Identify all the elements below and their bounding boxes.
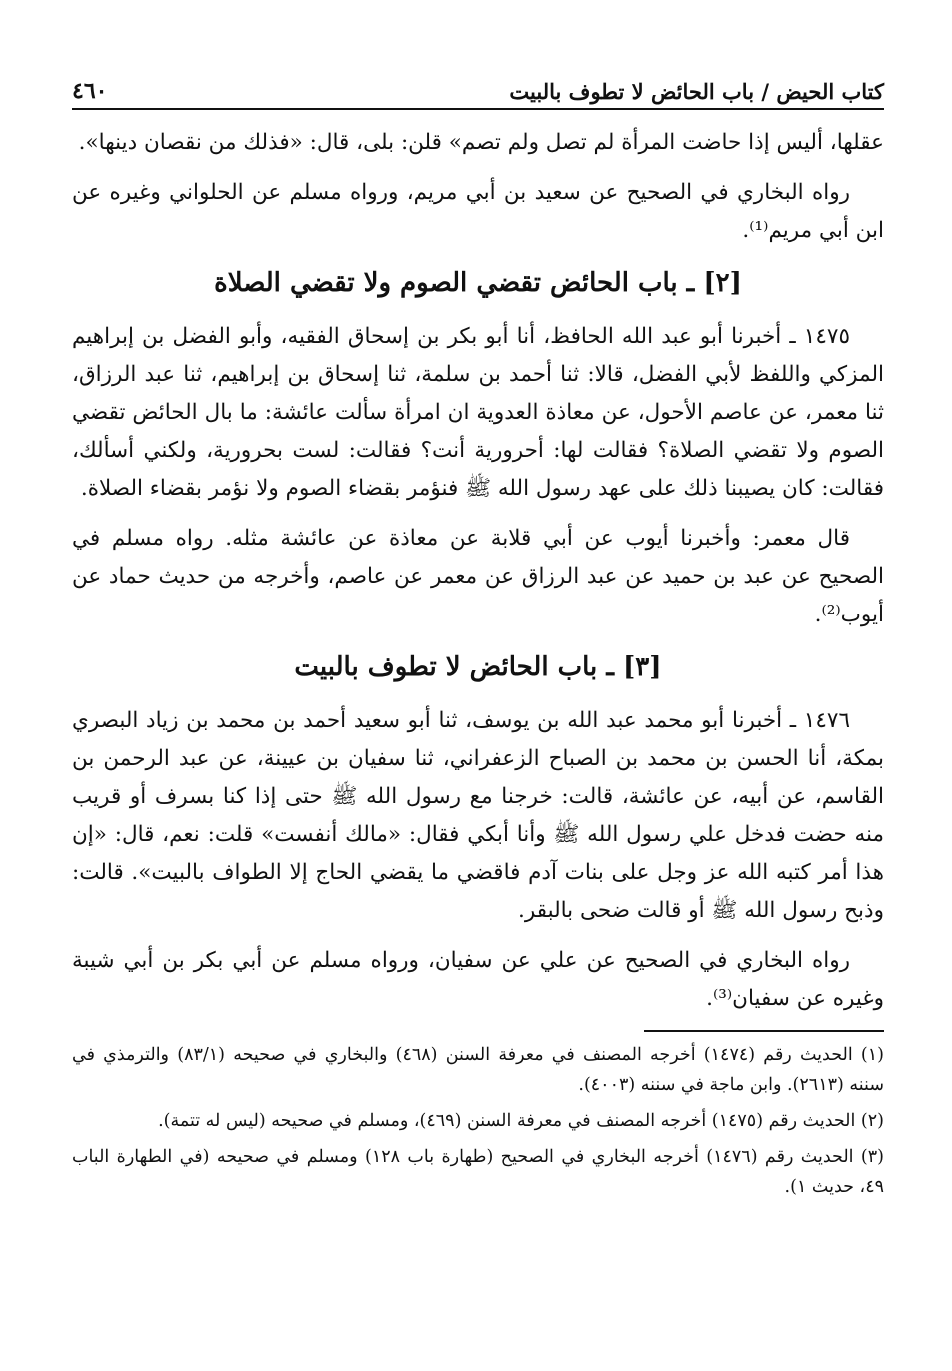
hadith-1476: ١٤٧٦ ـ أخبرنا أبو محمد عبد الله بن يوسف، ثنا أبو سعيد أحمد بن محمد بن زياد البصري بمكة، أنا الحسن بن محمد بن الصباح الزعفراني، ثنا سفيان بن عيينة، عن عبد الرحمن بن القاسم، عن أبيه، عن عائشة، قالت: خرجنا مع رسول الله ﷺ حتى إذا كنا بسرف أو قريب منه حضت فدخل علي رسول الله ﷺ وأنا أبكي فقال: «مالك أنفست» قلت: نعم، قال: «إن هذا أمر كتبه الله عز وجل على بنات آدم فاقضي ما يقضي الحاج إلا الطواف بالبيت». قالت: وذبح رسول الله ﷺ أو قالت ضحى بالبقر. bbox=[72, 708, 884, 923]
chapter-heading-3: [٣] ـ باب الحائض لا تطوف بالبيت bbox=[294, 652, 662, 682]
paragraph-narration-1: رواه البخاري في الصحيح عن سعيد بن أبي مريم، ورواه مسلم عن الحلواني وغيره عن ابن أبي مريم⁽¹⁾. bbox=[72, 180, 884, 243]
footnote-2: (٢) الحديث رقم (١٤٧٥) أخرجه المصنف في معرفة السنن (٤٦٩)، ومسلم في صحيحه (ليس له تتمة). bbox=[158, 1111, 884, 1131]
footnotes bbox=[72, 1040, 884, 1202]
page-number: ٤٦٠ bbox=[72, 78, 108, 104]
paragraph-narration-2: قال معمر: وأخبرنا أيوب عن أبي قلابة عن معاذة عن عائشة مثله. رواه مسلم في الصحيح عن عبد بن حميد عن عبد الرزاق عن معمر عن عاصم، وأخرجه من حديث حماد عن أيوب⁽²⁾. bbox=[72, 526, 884, 627]
hadith-1475: ١٤٧٥ ـ أخبرنا أبو عبد الله الحافظ، أنا أبو بكر بن إسحاق الفقيه، وأبو الفضل بن إبراهيم المزكي واللفظ لأبي الفضل، قالا: ثنا أحمد بن سلمة، ثنا إسحاق بن إبراهيم، ثنا عبد الرزاق، ثنا معمر، عن عاصم الأحول، عن معاذة العدوية ان امرأة سألت عائشة: ما بال الحائض تقضي الصوم ولا تقضي الصلاة؟ فقالت لها: أحرورية أنت؟ فقالت: لست بحرورية، ولكني أسألك، فقالت: كان يصيبنا ذلك على عهد رسول الله ﷺ فنؤمر بقضاء الصوم ولا نؤمر بقضاء الصلاة. bbox=[72, 324, 884, 501]
paragraph-continuation: عقلها، أليس إذا حاضت المرأة لم تصل ولم تصم» قلن: بلى، قال: «فذلك من نقصان دينها». bbox=[78, 130, 884, 155]
paragraph-narration-3: رواه البخاري في الصحيح عن علي عن سفيان، ورواه مسلم عن أبي بكر بن أبي شيبة وغيره عن سفيان⁽³⁾. bbox=[72, 948, 884, 1011]
chapter-heading-2: [٢] ـ باب الحائض تقضي الصوم ولا تقضي الصلاة bbox=[214, 268, 742, 298]
header-title: كتاب الحيض / باب الحائض لا تطوف بالبيت bbox=[509, 79, 884, 104]
running-header bbox=[72, 68, 884, 110]
footnote-1: (١) الحديث رقم (١٤٧٤) أخرجه المصنف في معرفة السنن (٤٦٨) والبخاري في صحيحه (٨٣/١) والترمذي في سننه (٢٦١٣). وابن ماجة في سننه (٤٠٠٣). bbox=[72, 1045, 884, 1095]
footnote-divider bbox=[644, 1030, 884, 1032]
footnote-3: (٣) الحديث رقم (١٤٧٦) أخرجه البخاري في الصحيح (طهارة باب ١٢٨) ومسلم في صحيحه (في الطهارة الباب ٤٩، حديث ١). bbox=[72, 1147, 884, 1197]
